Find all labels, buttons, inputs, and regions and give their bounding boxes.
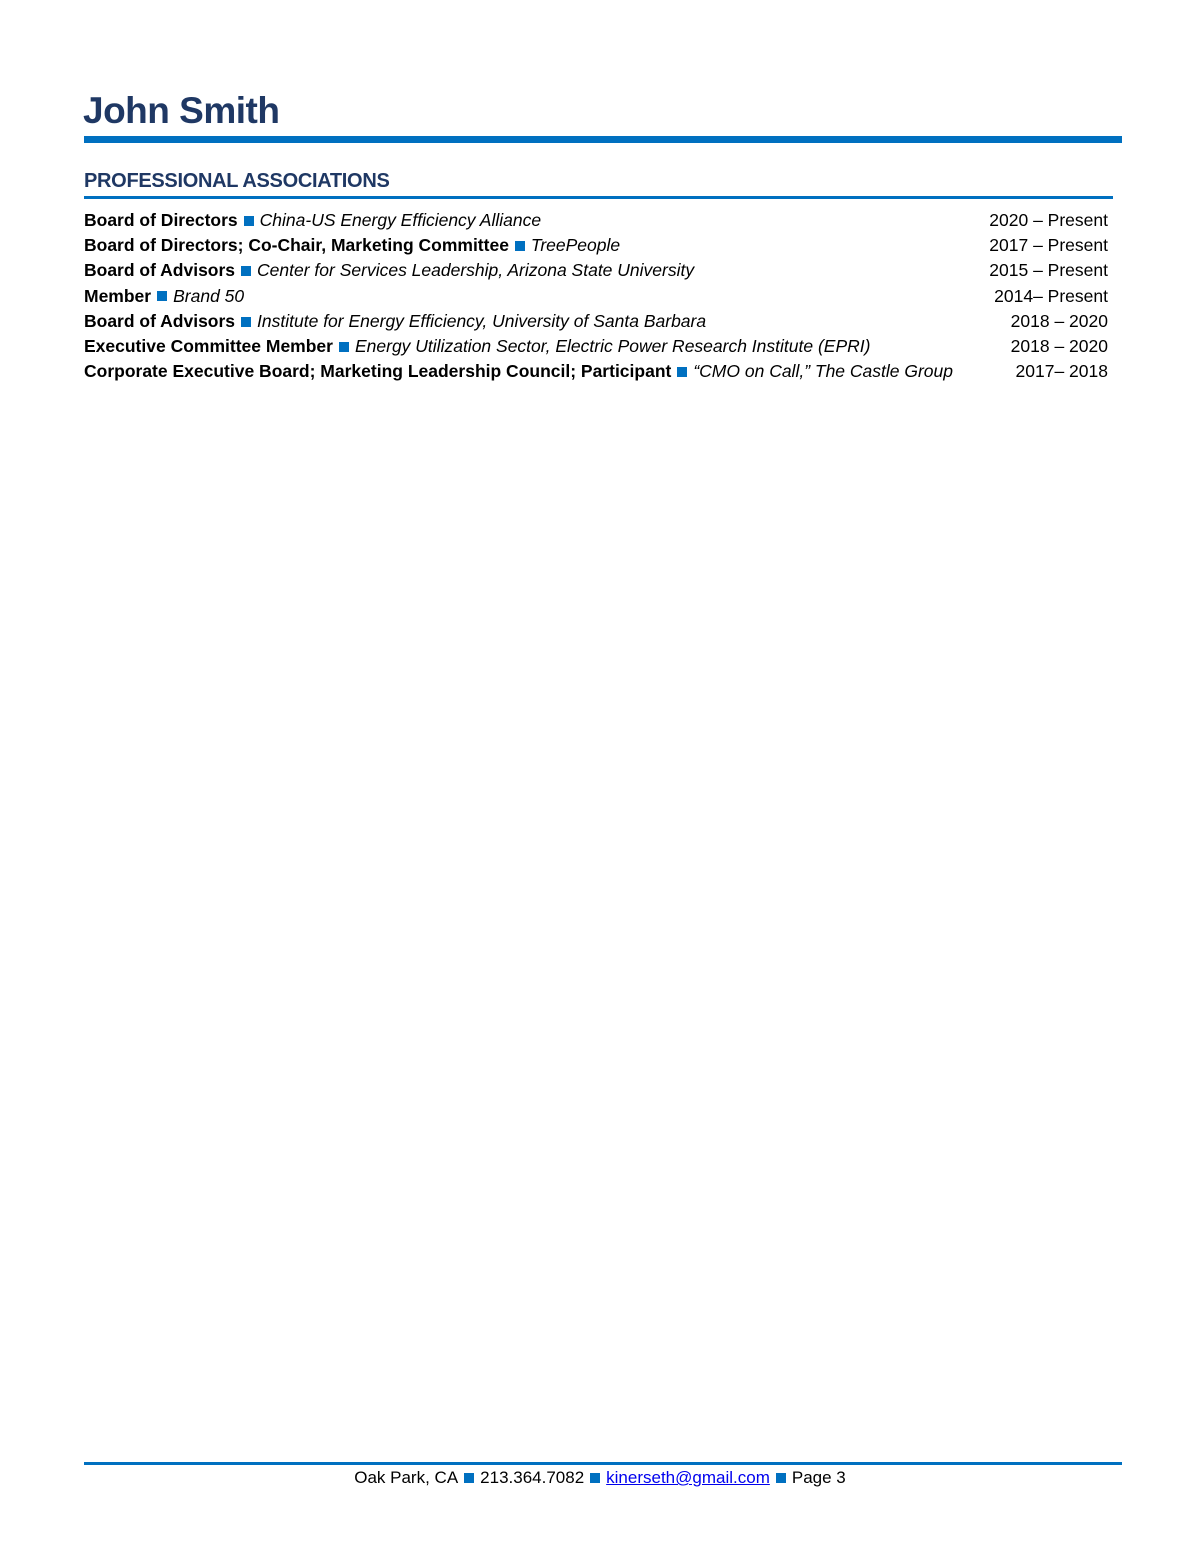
association-entry (84, 233, 1108, 258)
square-bullet-icon (677, 367, 687, 377)
footer-phone: 213.364.7082 (480, 1468, 585, 1487)
role: Executive Committee Member (84, 335, 333, 356)
footer (0, 1466, 1200, 1490)
association-entry (84, 309, 1108, 334)
square-bullet-icon (157, 291, 167, 301)
dates: 2015 – Present (989, 260, 1108, 281)
organization: Institute for Energy Efficiency, University of Santa Barbara (257, 310, 707, 331)
header-rule (84, 136, 1122, 143)
role: Board of Advisors (84, 310, 236, 331)
association-entry (84, 258, 1108, 283)
square-bullet-icon (464, 1473, 474, 1483)
section-title: PROFESSIONAL ASSOCIATIONS (84, 170, 390, 192)
square-bullet-icon (590, 1473, 600, 1483)
dates: 2017– 2018 (1015, 361, 1108, 382)
dates: 2018 – 2020 (1010, 335, 1108, 356)
association-entry (84, 208, 1108, 233)
role: Board of Directors; Co-Chair, Marketing Committee (84, 235, 509, 256)
dates: 2017 – Present (989, 235, 1108, 256)
role: Board of Advisors (84, 260, 236, 281)
dates: 2020 – Present (989, 210, 1108, 230)
footer-rule (84, 1462, 1122, 1465)
square-bullet-icon (776, 1473, 786, 1483)
dates: 2018 – 2020 (1010, 310, 1108, 331)
association-entry (84, 334, 1108, 359)
organization: “CMO on Call,” The Castle Group (693, 361, 954, 382)
email-link[interactable]: kinerseth@gmail.com (606, 1468, 770, 1487)
organization: TreePeople (530, 235, 621, 256)
page-number: Page 3 (791, 1468, 846, 1487)
association-entry (84, 284, 1108, 309)
square-bullet-icon (241, 317, 251, 327)
square-bullet-icon (241, 266, 251, 276)
square-bullet-icon (515, 241, 525, 251)
role: Corporate Executive Board; Marketing Leadership Council; Participant (84, 361, 672, 382)
organization: Brand 50 (173, 285, 245, 306)
association-entry (84, 359, 1108, 384)
associations-list (84, 208, 1108, 384)
dates: 2014– Present (994, 285, 1108, 306)
section-rule (84, 196, 1113, 199)
role: Member (84, 285, 152, 306)
footer-location: Oak Park, CA (354, 1468, 459, 1487)
square-bullet-icon (244, 216, 254, 226)
candidate-name: John Smith (83, 90, 280, 131)
organization: China-US Energy Efficiency Alliance (259, 210, 542, 230)
organization: Energy Utilization Sector, Electric Power Research Institute (EPRI) (354, 335, 871, 356)
role: Board of Directors (84, 210, 238, 230)
organization: Center for Services Leadership, Arizona State University (257, 260, 695, 281)
square-bullet-icon (339, 342, 349, 352)
